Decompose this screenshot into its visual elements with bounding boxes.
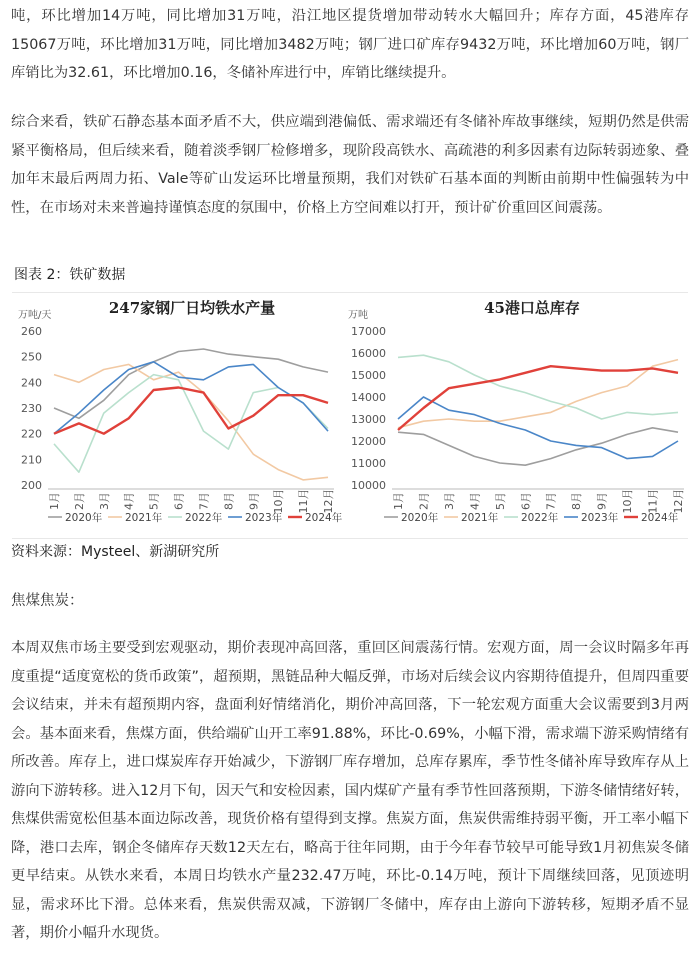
x-tick-label: 3月	[442, 492, 456, 510]
x-tick-label: 10月	[272, 488, 286, 514]
paragraph-iron-ore-summary: 综合来看，铁矿石静态基本面矛盾不大，供应端到港偏低、需求端还有冬储补库故事继续，短期仍然是供需紧平衡格局，但后续来看，随着淡季钢厂检修增多，现阶段高铁水、高疏港的利多因素有边际转弱迹象、叠加年末最后两周力拓、Vale等矿山发运环比增量预期，我们对铁矿石基本面的判断由前期中性偏强转为中性，在市场对未来普遍持谨慎态度的氛围中，价格上方空间难以打开，预计矿价重回区间震荡。	[11, 114, 689, 216]
y-tick-label: 16000	[351, 347, 386, 360]
chart-title: 45港口总库存	[484, 299, 580, 317]
series-line	[54, 349, 328, 418]
x-tick-label: 4月	[468, 492, 482, 510]
x-tick-label: 1月	[48, 492, 61, 510]
x-tick-label: 9月	[247, 492, 261, 510]
legend-label: 2022年	[521, 512, 559, 524]
figure-caption: 图表 2：铁矿数据	[14, 267, 126, 283]
y-tick-label: 260	[21, 325, 42, 338]
x-tick-label: 1月	[392, 492, 405, 510]
series-line	[398, 428, 678, 465]
x-tick-label: 9月	[595, 492, 609, 510]
x-tick-label: 12月	[322, 488, 335, 514]
x-tick-label: 2月	[72, 492, 86, 510]
y-tick-label: 13000	[351, 413, 386, 426]
iron-ore-charts	[12, 292, 688, 539]
x-tick-label: 12月	[672, 488, 685, 514]
x-tick-label: 3月	[97, 492, 111, 510]
legend-label: 2023年	[581, 512, 619, 524]
y-tick-label: 240	[21, 376, 42, 390]
legend-label: 2024年	[305, 512, 343, 524]
y-tick-label: 10000	[351, 479, 386, 492]
x-tick-label: 2月	[417, 492, 431, 510]
x-tick-label: 5月	[147, 492, 161, 510]
y-tick-label: 11000	[351, 457, 386, 470]
y-tick-label: 15000	[351, 369, 386, 382]
chart-title: 247家钢厂日均铁水产量	[108, 299, 276, 317]
legend-label: 2020年	[401, 512, 439, 524]
y-tick-label: 230	[21, 402, 42, 415]
y-unit-label: 万吨	[348, 310, 368, 321]
series-line	[398, 397, 678, 459]
series-line	[54, 364, 328, 480]
chart-canvas	[12, 293, 688, 538]
paragraph-iron-ore-inventory: 吨，环比增加14万吨，同比增加31万吨，沿江地区提货增加带动转水大幅回升；库存方面，45港库存15067万吨，环比增加31万吨，同比增加3482万吨；钢厂进口矿库存9432万吨，环比增加60万吨，钢厂库销比为32.61，环比增加0.16，冬储补库进行中，库销比继续提升。	[11, 8, 689, 81]
y-tick-label: 250	[21, 350, 42, 364]
x-tick-label: 5月	[493, 492, 507, 510]
section-heading-coking-coal: 焦煤焦炭：	[11, 593, 84, 609]
x-tick-label: 8月	[570, 492, 584, 510]
x-tick-label: 6月	[519, 492, 533, 510]
x-tick-label: 8月	[222, 492, 236, 510]
series-line	[398, 355, 678, 419]
x-tick-label: 7月	[544, 492, 558, 510]
series-line	[54, 388, 328, 434]
x-tick-label: 10月	[621, 488, 635, 514]
y-tick-label: 210	[21, 453, 42, 467]
y-tick-label: 17000	[351, 325, 386, 338]
source-note: 资料来源：Mysteel、新湖研究所	[11, 544, 220, 560]
legend-label: 2022年	[185, 512, 223, 524]
legend-label: 2024年	[641, 512, 679, 524]
series-line	[54, 362, 328, 434]
x-tick-label: 7月	[197, 492, 211, 510]
legend-label: 2020年	[65, 512, 103, 524]
paragraph-coking-coal: 本周双焦市场主要受到宏观驱动，期价表现冲高回落，重回区间震荡行情。宏观方面，周一会议时隔多年再度重提“适度宽松的货币政策”，超预期，黑链品种大幅反弹，市场对后续会议内容期待值提升，但周四重要会议结束，并未有超预期内容，盘面利好情绪消化，期价冲高回落，下一轮宏观方面重大会议需要到3月两会。基本面来看，焦煤方面，供给端矿山开工率91.88%，环比-0.69%，小幅下滑，需求端下游采购情绪有所改善。库存上，进口煤炭库存开始减少，下游钢厂库存增加，总库存累库，季节性冬储补库导致库存从上游向下游转移。进入12月下旬，因天气和安检因素，国内煤矿产量有季节性回落预期，下游冬储情绪好转，焦煤供需宽松但基本面边际改善，现货价格有望得到支撑。焦炭方面，焦炭供需维持弱平衡，开工率小幅下降，港口去库，钢企冬储库存天数12天左右，略高于往年同期，由于今年春节较早可能导致1月初焦炭冬储更早结束。从铁水来看，本周日均铁水产量232.47万吨，环比-0.14万吨，预计下周继续回落，见顶迹明显，需求环比下滑。总体来看，焦炭供需双减，下游钢厂冬储中，库存由上游向下游转移，短期矛盾不显著，期价小幅升水现货。	[11, 640, 689, 941]
legend-label: 2021年	[461, 512, 499, 524]
y-unit-label: 万吨/天	[18, 310, 52, 321]
x-tick-label: 4月	[122, 492, 136, 510]
legend-label: 2021年	[125, 512, 163, 524]
x-tick-label: 11月	[646, 488, 660, 514]
y-tick-label: 220	[21, 427, 42, 441]
y-tick-label: 200	[21, 479, 42, 492]
y-tick-label: 14000	[351, 391, 386, 404]
legend-label: 2023年	[245, 512, 283, 524]
y-tick-label: 12000	[351, 435, 386, 448]
x-tick-label: 11月	[297, 488, 311, 514]
x-tick-label: 6月	[172, 492, 186, 510]
